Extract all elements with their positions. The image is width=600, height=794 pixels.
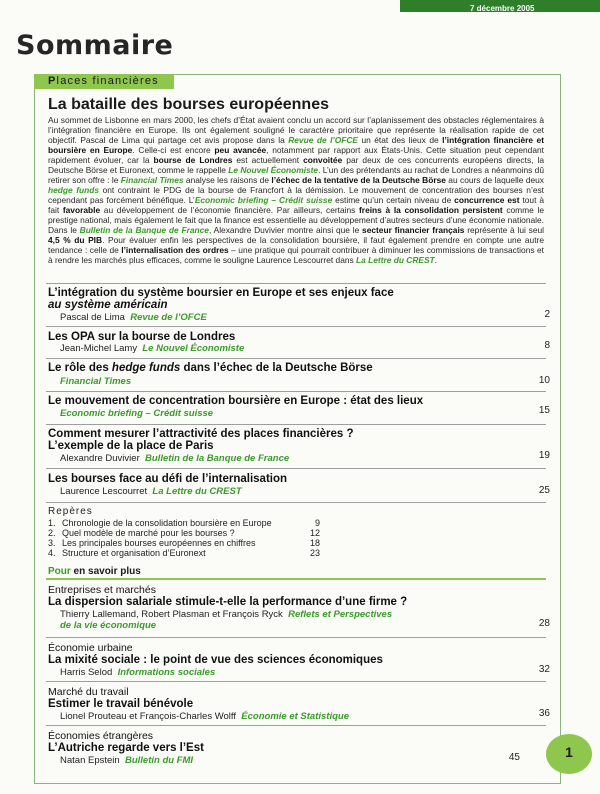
repere-item: [48, 538, 255, 548]
rubric-label: [48, 75, 159, 87]
article-author-line: [60, 486, 242, 497]
article-title: Les bourses face au défi de l’internalisation: [48, 473, 288, 485]
section-author: Thierry Lallemand, Robert Plasman et François Ryck: [60, 609, 283, 620]
repere-label: Structure et organisation d’Euronext: [62, 548, 206, 558]
section-source: Reflets et Perspectives: [288, 609, 393, 620]
divider: [46, 502, 546, 503]
article-author: Jean-Michel Lamy: [60, 343, 138, 354]
page-number: 1: [565, 744, 573, 760]
article-author-line: [60, 408, 213, 419]
section-title: L’Autriche regarde vers l’Est: [48, 742, 204, 754]
page-ref: 45: [508, 752, 520, 763]
divider: [46, 391, 546, 392]
article-title: Les OPA sur la bourse de Londres: [48, 331, 236, 343]
repere-label: Quel modèle de marché pour les bourses ?: [62, 528, 235, 538]
section-source: Économie et Statistique: [241, 711, 349, 722]
divider: [46, 725, 546, 726]
page-ref: 19: [538, 450, 550, 461]
section-author: Lionel Prouteau et François-Charles Wolff: [60, 711, 237, 722]
repere-page: 12: [309, 528, 320, 538]
article-author: Alexandre Duvivier: [60, 453, 140, 464]
article-title-italic: hedge funds: [111, 362, 181, 374]
section-author-line: [60, 711, 349, 722]
repere-item: [48, 518, 272, 528]
section-source-cont: de la vie économique: [60, 620, 157, 631]
section-title: La mixité sociale : le point de vue des sciences économiques: [48, 654, 383, 666]
page-ref: 2: [544, 309, 550, 320]
page-ref: 25: [538, 485, 550, 496]
feature-intro: Au sommet de Lisbonne en mars 2000, les chefs d’État avaient conclu un accord sur l’aplanissement des obstacles réglementaires à l’intégration financière en Europe. Ils ont également souligné le caractère prioritaire que représente la réalisation rapide de cet objectif. Pascal de Lima qui partage cet avis propose dans la Revue de l’OFCE un état des lieux de l’intégration financière et boursière en Europe. Celle-ci est encore peu avancée, notamment par rapport aux États-Unis. Cette situation peut cependant rapidement évoluer, car la bourse de Londres est actuellement convoitée par deux de ces concurrents européens directs, la Deutsche Börse et Euronext, comme le rappelle Le Nouvel Économiste. L’un des prétendants au rachat de Londres a néanmoins dû retirer son offre : le Financial Times analyse les raisons de l’échec de la tentative de la Deutsche Börse au cours de laquelle deux hedge funds ont contraint le PDG de la bourse de Francfort à la démission. Le mouvement de concentration des bourses n’est cependant pas forcément bénéfique. L’Economic briefing – Crédit suisse estime qu’un certain niveau de concurrence est tout à fait favorable au développement de l’économie financière. Par ailleurs, certains freins à la consolidation persistent comme le prestige national, mais également le fait que la finance est essentielle au développement d’autres secteurs d’une économie nationale. Dans le Bulletin de la Banque de France, Alexandre Duvivier montre ainsi que le secteur financier français représente à lui seul 4,5 % du PIB. Pour évaluer enfin les perspectives de la consolidation boursière, il faut également prendre en compte une autre tendance : celle de l’internalisation des ordres – une pratique qui pourrait contribuer à diminuer les commissions de transactions et à rendre les marchés plus efficaces, comme le souligne Laurence Lescourret dans La Lettre du CREST.: [48, 115, 545, 265]
page-ref: 28: [538, 618, 550, 629]
section-heading: [48, 566, 141, 577]
article-source: Bulletin de la Banque de France: [145, 453, 290, 464]
section-theme: Économies étrangères: [48, 730, 154, 742]
article-title: [48, 362, 373, 374]
section-theme: Marché du travail: [48, 686, 129, 698]
section-title: La dispersion salariale stimule-t-elle la performance d’une firme ?: [48, 596, 408, 608]
article-source: La Lettre du CREST: [152, 486, 242, 497]
article-title-b: dans l’échec de la Deutsche Börse: [180, 362, 373, 374]
article-source: Le Nouvel Économiste: [142, 343, 245, 354]
issue-date: 7 décembre 2005: [470, 4, 535, 13]
section-source: Informations sociales: [117, 667, 216, 678]
repere-page: 18: [309, 538, 320, 548]
repere-label: Chronologie de la consolidation boursière en Europe: [62, 518, 272, 528]
repere-page: 9: [314, 518, 320, 528]
repere-item: [48, 548, 206, 558]
section-heading-word: Pour: [48, 566, 71, 577]
divider: [46, 424, 546, 425]
article-author-line: [60, 453, 289, 464]
article-title-cont: au système américain: [48, 299, 168, 311]
divider: [46, 326, 546, 327]
article-title-a: Le rôle des: [48, 362, 112, 374]
article-source: Economic briefing – Crédit suisse: [60, 408, 214, 419]
repere-num: 3.: [48, 538, 56, 548]
page-title: Sommaire: [16, 30, 174, 61]
repere-label: Les principales bourses européennes en chiffres: [62, 538, 256, 548]
repere-item: [48, 528, 235, 538]
page-ref: 15: [538, 405, 550, 416]
section-author: Natan Epstein: [60, 755, 120, 766]
page-ref: 36: [538, 708, 550, 719]
section-source: Bulletin du FMI: [124, 755, 194, 766]
feature-title: La bataille des bourses européennes: [48, 96, 329, 113]
rubric-initial: P: [48, 75, 57, 87]
section-author-line: [60, 667, 215, 678]
article-author-line: [60, 312, 207, 323]
divider: [46, 637, 546, 638]
divider: [46, 681, 546, 682]
article-author: Pascal de Lima: [60, 312, 125, 323]
section-theme: Entreprises et marchés: [48, 584, 156, 596]
divider: [46, 358, 546, 359]
section-source-cont-line: [60, 620, 156, 631]
page-ref: 32: [538, 664, 550, 675]
page-ref: 8: [544, 340, 550, 351]
rubric-rest: laces financières: [56, 75, 159, 87]
article-source: Revue de l’OFCE: [130, 312, 207, 323]
page-ref: 10: [538, 375, 550, 386]
section-rule: [46, 578, 546, 580]
section-title: Estimer le travail bénévole: [48, 698, 194, 710]
article-author: Laurence Lescourret: [60, 486, 148, 497]
article-title: Le mouvement de concentration boursière en Europe : état des lieux: [48, 395, 424, 407]
section-heading-rest: en savoir plus: [70, 566, 141, 577]
article-title: Comment mesurer l’attractivité des places financières ?: [48, 428, 354, 440]
section-author: Harris Selod: [60, 667, 113, 678]
divider: [46, 283, 546, 284]
repere-page: 23: [309, 548, 320, 558]
section-author-line: [60, 609, 392, 620]
repere-num: 4.: [48, 548, 56, 558]
repere-num: 1.: [48, 518, 56, 528]
article-title-cont: L’exemple de la place de Paris: [48, 440, 214, 452]
section-theme: Économie urbaine: [48, 642, 133, 654]
article-author-line: [60, 376, 131, 387]
article-author-line: [60, 343, 244, 354]
divider: [46, 468, 546, 469]
reperes-title: Repères: [48, 506, 93, 517]
repere-num: 2.: [48, 528, 56, 538]
article-title: L’intégration du système boursier en Europe et ses enjeux face: [48, 287, 394, 299]
section-author-line: [60, 755, 193, 766]
article-source: Financial Times: [60, 376, 132, 387]
